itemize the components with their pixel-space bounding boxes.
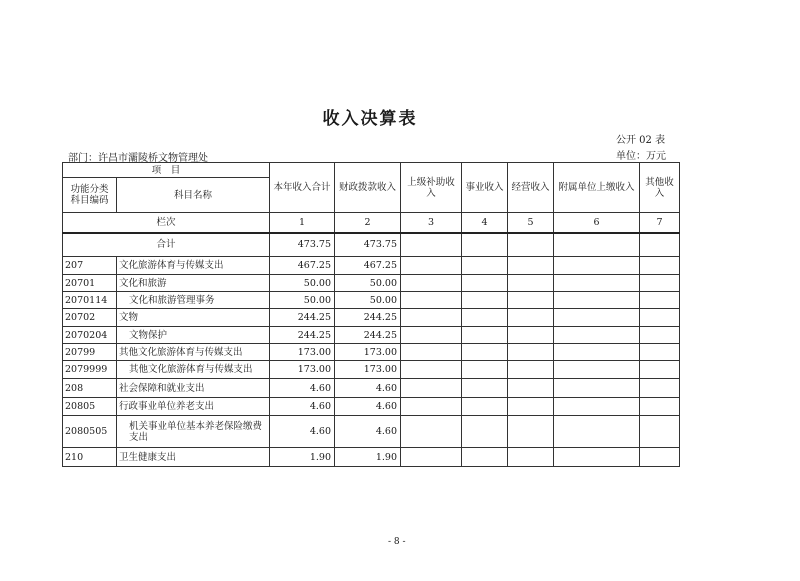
row-value — [401, 257, 462, 275]
column-number: 2 — [335, 213, 401, 233]
header-col-1: 本年收入合计 — [270, 163, 335, 213]
row-subject-name: 文化和旅游管理事务 — [117, 292, 270, 309]
header-col-7: 其他收入 — [640, 163, 680, 213]
table-row — [63, 416, 680, 448]
row-subject-name: 文物保护 — [117, 327, 270, 344]
column-number: 4 — [462, 213, 508, 233]
row-value: 50.00 — [335, 275, 401, 292]
row-value — [401, 398, 462, 416]
row-value — [508, 292, 554, 309]
row-value — [640, 309, 680, 327]
row-code: 207 — [63, 257, 117, 275]
row-value: 173.00 — [335, 361, 401, 379]
row-value — [462, 398, 508, 416]
row-code: 20805 — [63, 398, 117, 416]
row-value: 244.25 — [335, 327, 401, 344]
table-row — [63, 379, 680, 398]
row-value — [401, 309, 462, 327]
row-subject-name: 文化和旅游 — [117, 275, 270, 292]
row-value — [462, 344, 508, 361]
row-value — [462, 275, 508, 292]
row-code: 2070204 — [63, 327, 117, 344]
column-number: 6 — [554, 213, 640, 233]
column-number: 3 — [401, 213, 462, 233]
row-value: 1.90 — [270, 448, 335, 467]
row-value: 244.25 — [335, 309, 401, 327]
row-value: 4.60 — [270, 379, 335, 398]
row-value — [462, 416, 508, 448]
row-code: 210 — [63, 448, 117, 467]
column-number: 5 — [508, 213, 554, 233]
row-value — [640, 344, 680, 361]
row-value — [401, 361, 462, 379]
row-value — [462, 257, 508, 275]
header-col-3: 上级补助收入 — [401, 163, 462, 213]
table-row — [63, 448, 680, 467]
header-col-5: 经营收入 — [508, 163, 554, 213]
row-value: 173.00 — [335, 344, 401, 361]
page-title: 收入决算表 — [322, 109, 418, 129]
row-value — [401, 416, 462, 448]
row-value — [401, 344, 462, 361]
row-value: 244.25 — [270, 327, 335, 344]
row-subject-name: 行政事业单位养老支出 — [117, 398, 270, 416]
row-value — [401, 379, 462, 398]
row-value — [640, 379, 680, 398]
row-value — [508, 448, 554, 467]
row-value — [554, 416, 640, 448]
row-value: 467.25 — [335, 257, 401, 275]
column-number: 7 — [640, 213, 680, 233]
row-value: 4.60 — [335, 416, 401, 448]
page-number: - 8 - — [388, 537, 406, 547]
total-value — [462, 233, 508, 257]
column-number: 1 — [270, 213, 335, 233]
row-value — [508, 327, 554, 344]
row-value — [640, 327, 680, 344]
row-value — [508, 361, 554, 379]
row-subject-name: 文物 — [117, 309, 270, 327]
row-subject-name: 卫生健康支出 — [117, 448, 270, 467]
row-value: 4.60 — [335, 379, 401, 398]
row-value: 4.60 — [270, 398, 335, 416]
row-value — [554, 398, 640, 416]
row-value — [401, 275, 462, 292]
row-code: 2080505 — [63, 416, 117, 448]
table-row — [63, 292, 680, 309]
header-col-2: 财政拨款收入 — [335, 163, 401, 213]
row-value — [640, 448, 680, 467]
row-value — [462, 292, 508, 309]
header-row-index-label: 栏次 — [63, 213, 270, 233]
row-value — [640, 416, 680, 448]
row-value: 244.25 — [270, 309, 335, 327]
department-label: 部门：许昌市灞陵桥文物管理处 — [68, 153, 208, 164]
form-code: 公开 02 表 — [616, 135, 666, 146]
row-code: 2070114 — [63, 292, 117, 309]
row-code: 20701 — [63, 275, 117, 292]
income-table — [62, 162, 680, 467]
header-col-4: 事业收入 — [462, 163, 508, 213]
row-value — [554, 257, 640, 275]
row-code: 20799 — [63, 344, 117, 361]
row-value — [554, 448, 640, 467]
row-value — [640, 257, 680, 275]
row-value — [554, 292, 640, 309]
row-value — [508, 398, 554, 416]
row-subject-name: 其他文化旅游体育与传媒支出 — [117, 344, 270, 361]
row-code: 208 — [63, 379, 117, 398]
row-code: 20702 — [63, 309, 117, 327]
row-value — [640, 292, 680, 309]
total-label: 合计 — [63, 233, 270, 257]
row-subject-name: 其他文化旅游体育与传媒支出 — [117, 361, 270, 379]
row-value — [508, 344, 554, 361]
unit-label: 单位：万元 — [616, 151, 666, 162]
table-row — [63, 309, 680, 327]
table-row — [63, 361, 680, 379]
total-value — [401, 233, 462, 257]
table-row — [63, 275, 680, 292]
table-row — [63, 398, 680, 416]
row-value: 50.00 — [270, 275, 335, 292]
row-value — [554, 379, 640, 398]
row-value — [462, 379, 508, 398]
row-value — [401, 448, 462, 467]
total-value: 473.75 — [335, 233, 401, 257]
row-value — [640, 398, 680, 416]
total-value — [508, 233, 554, 257]
row-value — [554, 361, 640, 379]
row-value: 173.00 — [270, 344, 335, 361]
row-value — [462, 361, 508, 379]
row-value: 50.00 — [270, 292, 335, 309]
row-value — [554, 309, 640, 327]
header-col-6: 附属单位上缴收入 — [554, 163, 640, 213]
row-value — [462, 327, 508, 344]
row-value — [640, 275, 680, 292]
table-row — [63, 327, 680, 344]
row-value — [554, 275, 640, 292]
row-value: 50.00 — [335, 292, 401, 309]
row-value — [640, 361, 680, 379]
row-value: 4.60 — [270, 416, 335, 448]
row-value — [554, 327, 640, 344]
row-value — [462, 309, 508, 327]
row-value — [508, 257, 554, 275]
row-value — [401, 292, 462, 309]
row-value — [508, 416, 554, 448]
row-value: 1.90 — [335, 448, 401, 467]
row-value: 467.25 — [270, 257, 335, 275]
total-value: 473.75 — [270, 233, 335, 257]
row-value: 173.00 — [270, 361, 335, 379]
row-value — [508, 309, 554, 327]
row-subject-name: 机关事业单位基本养老保险缴费支出 — [117, 416, 270, 448]
table-row — [63, 257, 680, 275]
header-subject-name: 科目名称 — [117, 178, 270, 213]
row-code: 2079999 — [63, 361, 117, 379]
header-func-code: 功能分类 科目编码 — [63, 178, 117, 213]
row-value — [554, 344, 640, 361]
row-subject-name: 文化旅游体育与传媒支出 — [117, 257, 270, 275]
row-value — [508, 275, 554, 292]
total-value — [640, 233, 680, 257]
header-item-group: 项 目 — [63, 163, 270, 178]
row-value: 4.60 — [335, 398, 401, 416]
row-subject-name: 社会保障和就业支出 — [117, 379, 270, 398]
row-value — [462, 448, 508, 467]
row-value — [508, 379, 554, 398]
table-row — [63, 344, 680, 361]
row-value — [401, 327, 462, 344]
total-value — [554, 233, 640, 257]
